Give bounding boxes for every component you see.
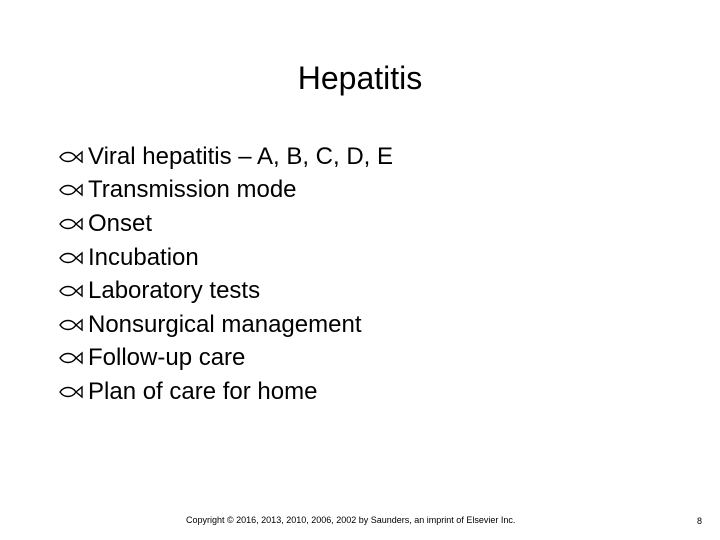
bullet-text: Laboratory tests [88,277,261,305]
fish-bullet-icon [58,382,88,402]
bullet-text: Onset [88,209,153,237]
fish-bullet-icon [58,180,88,200]
bullet-item [58,174,393,208]
bullet-item [58,342,393,376]
bullet-text: Nonsurgical management [88,310,362,338]
bullet-text: Follow-up care [88,344,246,372]
bullet-list [58,140,393,409]
fish-bullet-icon [58,214,88,234]
bullet-item [58,207,393,241]
bullet-item [58,241,393,275]
bullet-item [58,140,393,174]
bullet-item [58,308,393,342]
bullet-text: Incubation [88,243,199,271]
bullet-text: Viral hepatitis – A, B, C, D, E [88,142,394,170]
fish-bullet-icon [58,281,88,301]
fish-bullet-icon [58,348,88,368]
bullet-text: Plan of care for home [88,377,318,405]
bullet-text: Transmission mode [88,176,297,204]
fish-bullet-icon [58,315,88,335]
fish-bullet-icon [58,248,88,268]
slide-title-text: Hepatitis [297,60,423,96]
bullet-item [58,375,393,409]
fish-bullet-icon [58,147,88,167]
page-number: 8 [697,516,703,526]
bullet-item [58,274,393,308]
copyright-text: Copyright © 2016, 2013, 2010, 2006, 2002 by Saunders, an imprint of Elsevier Inc. [186,515,516,525]
slide-title [0,58,720,98]
